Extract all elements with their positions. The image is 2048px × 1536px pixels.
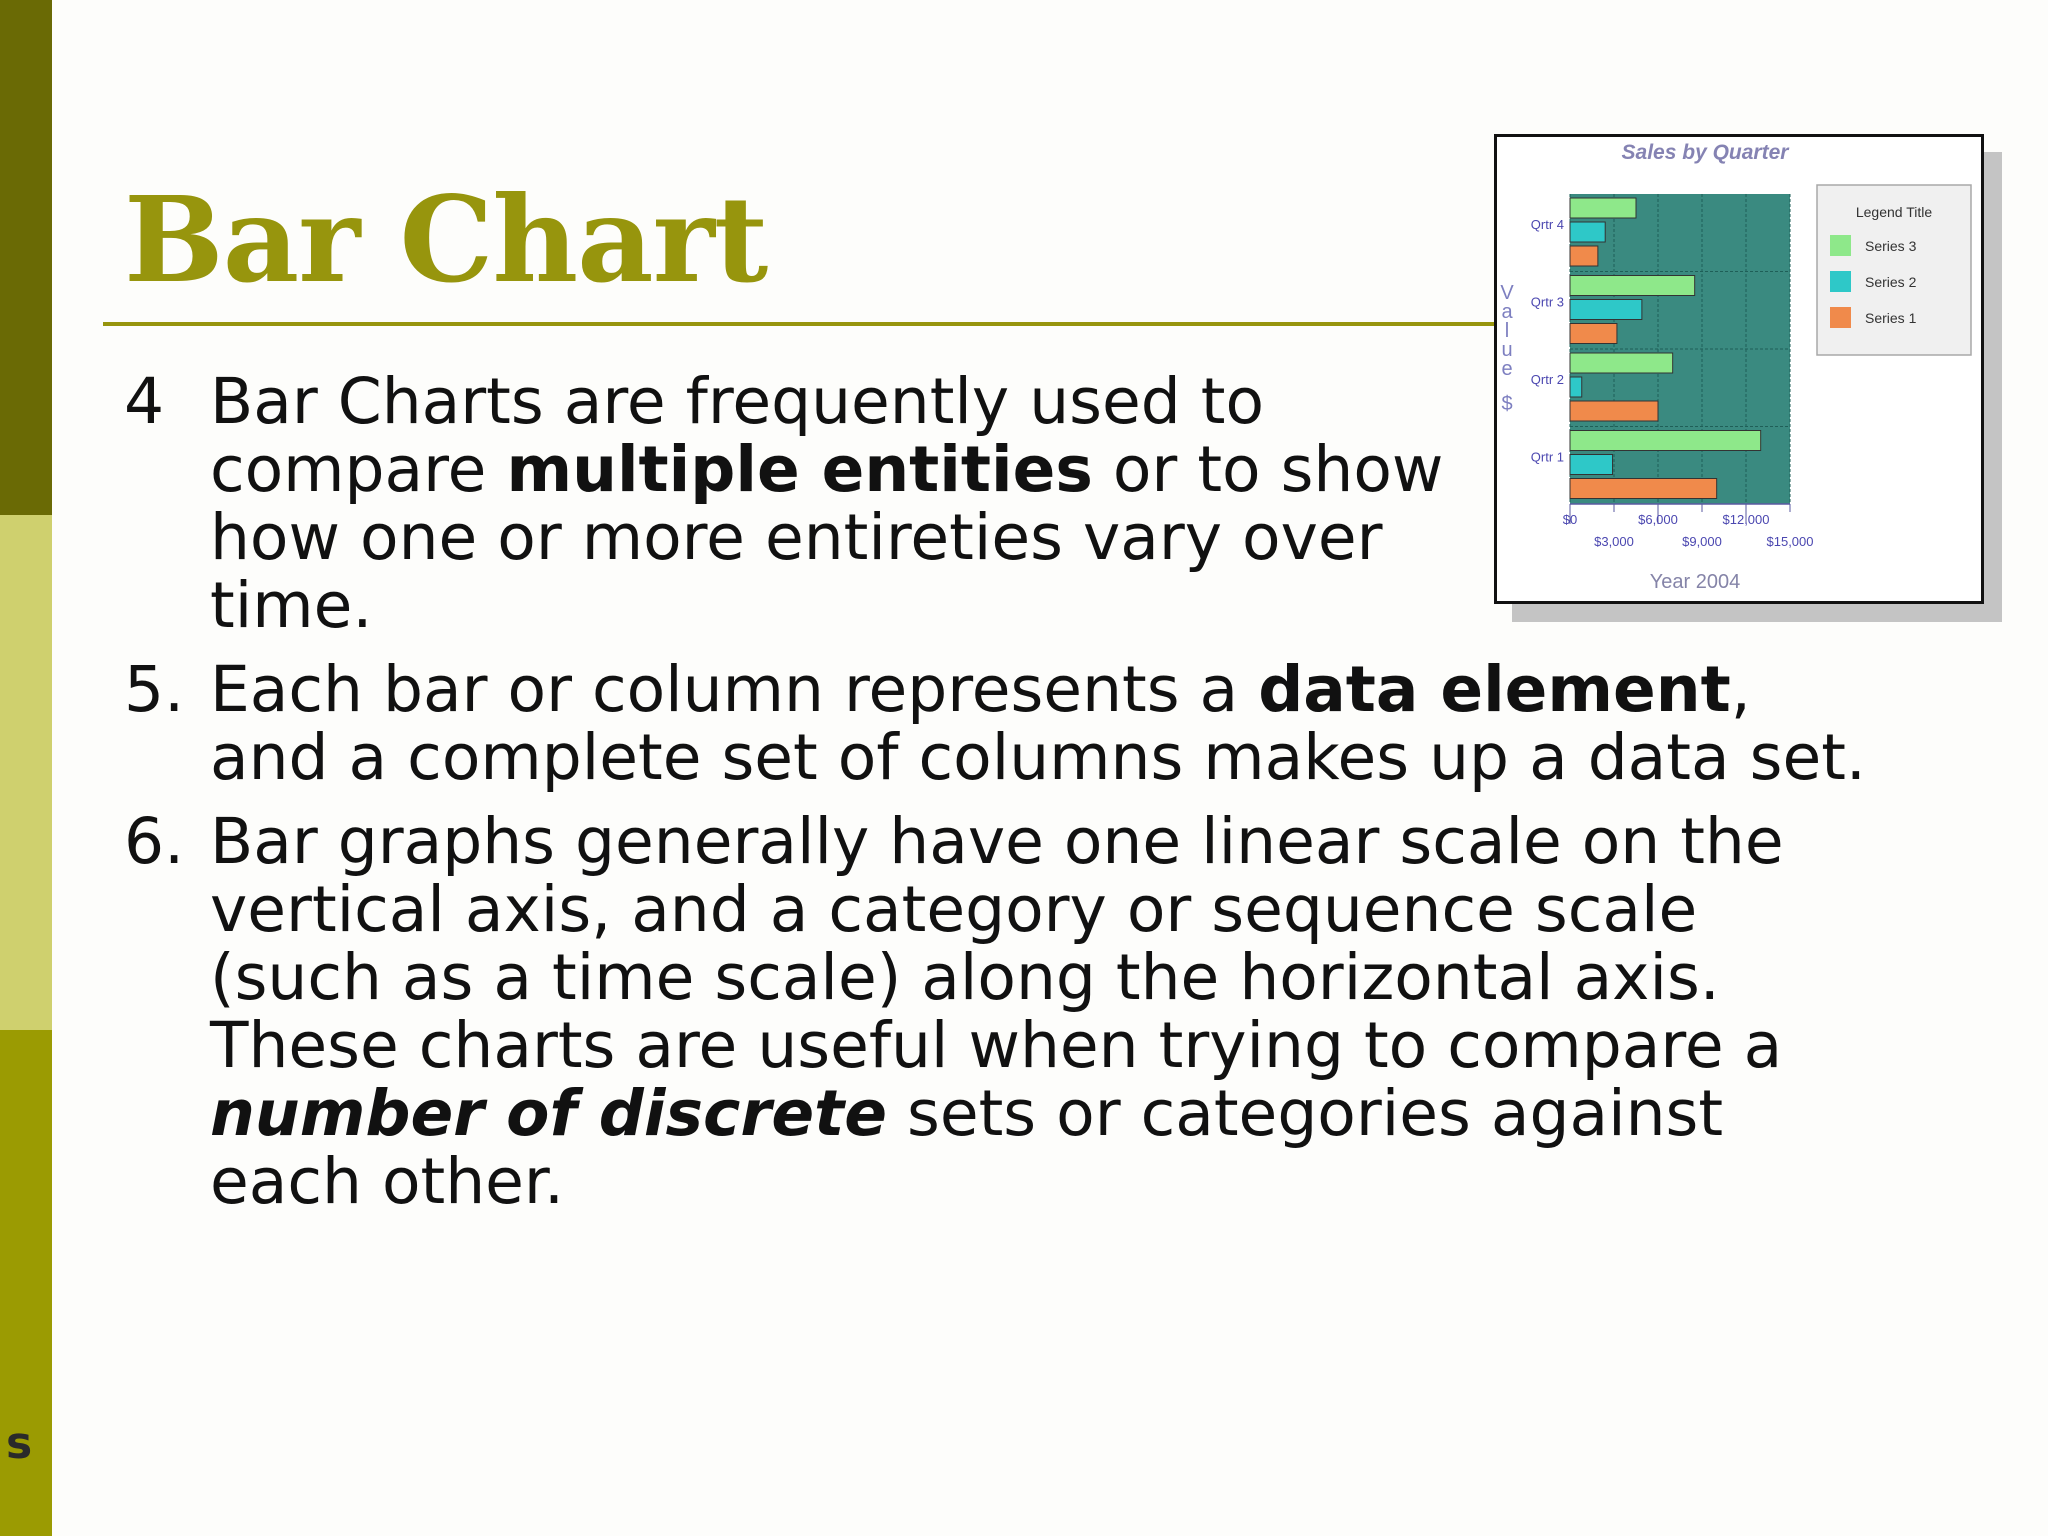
x-tick-label: $6,000 — [1638, 512, 1678, 527]
category-label: Qrtr 1 — [1530, 449, 1564, 465]
bar — [1570, 353, 1673, 373]
bullet-text-bold-italic: number of discrete — [210, 1077, 887, 1150]
legend-swatch — [1830, 235, 1851, 256]
category-label: Qrtr 2 — [1530, 371, 1564, 387]
y-axis-label-char: e — [1501, 358, 1513, 380]
bullet-text-bold: data element — [1258, 653, 1731, 726]
x-axis-label: Year 2004 — [1649, 571, 1741, 593]
legend-title: Legend Title — [1855, 204, 1933, 220]
bar — [1570, 431, 1761, 451]
legend-entry: Series 3 — [1865, 238, 1917, 254]
bar — [1570, 455, 1613, 475]
bullet-item-6 — [124, 805, 1884, 1218]
bar — [1570, 222, 1605, 242]
y-axis-label-char: l — [1504, 320, 1510, 342]
legend-swatch — [1830, 271, 1851, 292]
bullet-text — [210, 653, 1884, 794]
bar — [1570, 300, 1642, 320]
bullet-text-part: Bar graphs generally have one linear scale on the vertical axis, and a category or sequence scale (such as a time scale) along the horizontal axis. These charts are useful when trying to compare a — [210, 805, 1784, 1082]
bar — [1570, 246, 1598, 266]
category-label: Qrtr 4 — [1530, 216, 1564, 232]
bullet-text — [210, 805, 1884, 1218]
category-labels — [1531, 217, 1564, 465]
bullet-item-5 — [124, 653, 1884, 794]
chart-frame — [1494, 134, 1984, 604]
corner-mark: s — [6, 1418, 33, 1469]
y-axis-label-char: a — [1501, 301, 1513, 323]
y-axis-label — [1500, 282, 1514, 415]
x-tick-labels — [1563, 504, 1814, 549]
bullet-number: 6. — [124, 805, 185, 878]
legend-entry: Series 2 — [1865, 274, 1917, 290]
bullet-text-part: or to show how one or more entireties vary over time. — [210, 433, 1444, 642]
bar — [1570, 276, 1695, 296]
bar — [1570, 198, 1636, 218]
bar — [1570, 377, 1582, 397]
bullet-text-part: sets or categories against each other. — [210, 1077, 1724, 1218]
left-strip-light — [0, 515, 52, 1030]
slide-title: Bar Chart — [124, 170, 768, 309]
y-axis-label-char: $ — [1501, 393, 1513, 415]
bullet-number: 5. — [124, 653, 185, 726]
legend — [1817, 185, 1971, 355]
bullet-number: 4 — [124, 365, 165, 438]
bullet-text-bold: multiple entities — [506, 433, 1093, 506]
bar — [1570, 479, 1717, 499]
left-strip-dark — [0, 0, 52, 515]
x-tick-label: $15,000 — [1766, 534, 1814, 549]
bullet-text — [210, 365, 1540, 642]
bullet-text-part: , and a complete set of columns makes up a data set. — [210, 653, 1866, 794]
bullet-text-part: Each bar or column represents a — [210, 653, 1259, 726]
x-tick-label: $9,000 — [1682, 534, 1722, 549]
legend-swatch — [1830, 307, 1851, 328]
title-underline — [103, 322, 1495, 326]
x-tick-label: $12,000 — [1722, 512, 1770, 527]
bar-chart — [1497, 137, 1981, 601]
bar — [1570, 324, 1617, 344]
y-axis-label-char: V — [1500, 282, 1514, 304]
x-tick-label: $3,000 — [1594, 534, 1634, 549]
x-tick-label: $0 — [1562, 512, 1578, 527]
legend-entry: Series 1 — [1865, 310, 1917, 326]
bullet-text-part: Bar Charts are frequently used to compare — [210, 365, 1264, 506]
category-label: Qrtr 3 — [1530, 294, 1564, 310]
bar — [1570, 401, 1658, 421]
chart-title: Sales by Quarter — [1621, 141, 1789, 164]
y-axis-label-char: u — [1501, 339, 1513, 361]
